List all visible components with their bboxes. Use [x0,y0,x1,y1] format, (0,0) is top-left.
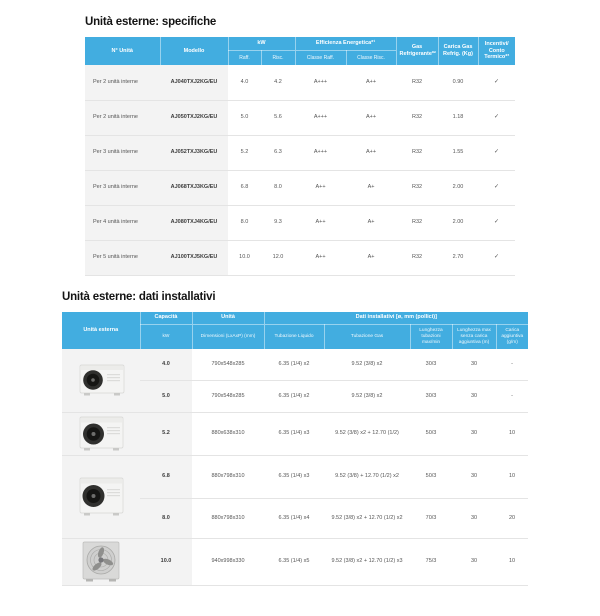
cell: AJ052TXJ3KG/EU [160,135,228,170]
cell: 6.35 (1/4) x4 [264,499,324,539]
cell: 880x798x310 [192,456,264,499]
cell: 30/3 [410,349,452,381]
cell: 4.0 [228,65,261,100]
cell: A+++ [295,135,346,170]
cell: 880x798x310 [192,499,264,539]
specifiche-table-body [85,65,515,275]
col-header-efficienza: Efficienza Energetica*¹ [295,37,396,50]
col-header-unita-esterna: Unità esterna [62,312,140,349]
cell: Per 3 unità interne [85,170,160,205]
cell: 50/3 [410,413,452,456]
col-header-incentivi: Incentivi/ Conto Termico*³ [478,37,515,65]
cell: Per 3 unità interne [85,135,160,170]
specifiche-table [85,37,515,276]
check-mark: ✓ [478,65,515,100]
outdoor-unit-image [75,414,127,454]
cell: 6.35 (1/4) x3 [264,413,324,456]
unit-photo-cell [62,456,140,539]
cell: 6.35 (1/4) x5 [264,539,324,586]
cell: 790x548x285 [192,381,264,413]
unit-photo-cell [62,413,140,456]
cell: 9.52 (3/8) + 12.70 (1/2) x2 [324,456,410,499]
cell: A++ [346,65,396,100]
check-mark: ✓ [478,205,515,240]
cell: 30/3 [410,381,452,413]
table-row [62,456,528,499]
cell: 10 [496,456,528,499]
check-mark: ✓ [478,170,515,205]
cell: 9.52 (3/8) x2 + 12.70 (1/2) x3 [324,539,410,586]
cell: A++ [346,135,396,170]
cell: 20 [496,499,528,539]
cell: 50/3 [410,456,452,499]
catalog-page [0,16,600,616]
outdoor-unit-image [74,361,128,399]
cell: R32 [396,100,438,135]
cell: R32 [396,240,438,275]
cell: 30 [452,381,496,413]
cell: R32 [396,135,438,170]
cell: 2.00 [438,205,478,240]
cell: 30 [452,499,496,539]
cell: 70/3 [410,499,452,539]
col-header-kw2: kW [140,325,192,349]
col-header-raff: Raff. [228,50,261,65]
col-header-classe-risc: Classe Risc. [346,50,396,65]
cell: 6.35 (1/4) x3 [264,456,324,499]
cell: 2.70 [438,240,478,275]
col-header-dimensioni: Dimensioni (LxAxP) (mm) [192,325,264,349]
cell: R32 [396,205,438,240]
cell: A++ [295,170,346,205]
check-mark: ✓ [478,100,515,135]
cell: 9.52 (3/8) x2 + 12.70 (1/2) [324,413,410,456]
cell: 940x998x330 [192,539,264,586]
unit-photo-cell [62,349,140,413]
section-title-specifiche: Unità esterne: specifiche [85,16,217,28]
table-row [85,170,515,205]
cell: A+++ [295,100,346,135]
cell: Per 5 unità interne [85,240,160,275]
cell: 9.3 [261,205,295,240]
cell: 5.0 [140,381,192,413]
cell: AJ040TXJ2KG/EU [160,65,228,100]
cell: A++ [295,240,346,275]
cell: 30 [452,413,496,456]
cell: 6.8 [228,170,261,205]
installativi-header [62,312,528,349]
col-header-lunghezza-max: Lunghezza max senza carica aggiuntiva (m) [452,325,496,349]
col-header-carica: Carica Gas Refrig. (Kg) [438,37,478,65]
cell: A+ [346,170,396,205]
cell: 10 [496,539,528,586]
col-header-risc: Risc. [261,50,295,65]
table-row [85,240,515,275]
cell: 2.00 [438,170,478,205]
cell: AJ050TXJ2KG/EU [160,100,228,135]
cell: 9.52 (3/8) x2 [324,381,410,413]
table-row [85,135,515,170]
section-specifiche [85,16,515,276]
cell: - [496,381,528,413]
cell: 30 [452,539,496,586]
section-title-installativi: Unità esterne: dati installativi [62,290,216,303]
col-header-classe-raff: Classe Raff. [295,50,346,65]
cell: 9.52 (3/8) x2 [324,349,410,381]
unit-photo-cell [62,539,140,586]
col-header-tub-liquido: Tubazione Liquido [264,325,324,349]
check-mark: ✓ [478,135,515,170]
outdoor-unit-image [75,475,127,519]
cell: Per 4 unità interne [85,205,160,240]
cell: 5.2 [228,135,261,170]
cell: 8.0 [140,499,192,539]
cell: 6.3 [261,135,295,170]
cell: A++ [346,100,396,135]
cell: AJ068TXJ3KG/EU [160,170,228,205]
cell: 12.0 [261,240,295,275]
cell: 6.35 (1/4) x2 [264,381,324,413]
cell: R32 [396,170,438,205]
col-header-modello: Modello [160,37,228,65]
table-row [85,65,515,100]
cell: 6.35 (1/4) x2 [264,349,324,381]
cell: 75/3 [410,539,452,586]
section-installativi [62,291,528,587]
cell: 6.8 [140,456,192,499]
cell: 0.90 [438,65,478,100]
installativi-table [62,312,528,587]
cell: AJ100TXJ5KG/EU [160,240,228,275]
col-header-gas: Gas Refrigerante*² [396,37,438,65]
cell: 30 [452,456,496,499]
check-mark: ✓ [478,240,515,275]
col-header-tub-gas: Tubazione Gas [324,325,410,349]
cell: 9.52 (3/8) x2 + 12.70 (1/2) x2 [324,499,410,539]
cell: 1.18 [438,100,478,135]
cell: A+ [346,205,396,240]
col-header-carica-agg: Carica aggiuntiva (g/m) [496,325,528,349]
cell: A+ [346,240,396,275]
installativi-table-body [62,349,528,586]
cell: 4.0 [140,349,192,381]
table-row [85,100,515,135]
cell: 5.2 [140,413,192,456]
cell: Per 2 unità interne [85,100,160,135]
col-header-dati-installativi: Dati installativi [ø, mm (pollici)] [264,312,528,325]
cell: 880x638x310 [192,413,264,456]
cell: 10.0 [228,240,261,275]
cell: 790x548x285 [192,349,264,381]
cell: 30 [452,349,496,381]
col-header-unita: Unità [192,312,264,325]
cell: A+++ [295,65,346,100]
cell: 8.0 [228,205,261,240]
cell: 8.0 [261,170,295,205]
table-row [62,413,528,456]
cell: 1.55 [438,135,478,170]
cell: 5.0 [228,100,261,135]
table-row [62,539,528,586]
cell: 10.0 [140,539,192,586]
col-header-n-unita: N° Unità [85,37,160,65]
cell: 10 [496,413,528,456]
cell: - [496,349,528,381]
specifiche-header [85,37,515,65]
table-row [62,349,528,381]
cell: 4.2 [261,65,295,100]
cell: A++ [295,205,346,240]
cell: R32 [396,65,438,100]
cell: Per 2 unità interne [85,65,160,100]
col-header-kw: kW [228,37,295,50]
table-row [85,205,515,240]
cell: AJ080TXJ4KG/EU [160,205,228,240]
col-header-capacita: Capacità [140,312,192,325]
col-header-lunghezza: Lunghezza tubazioni max/min [410,325,452,349]
cell: 5.6 [261,100,295,135]
outdoor-unit-image [78,540,124,584]
